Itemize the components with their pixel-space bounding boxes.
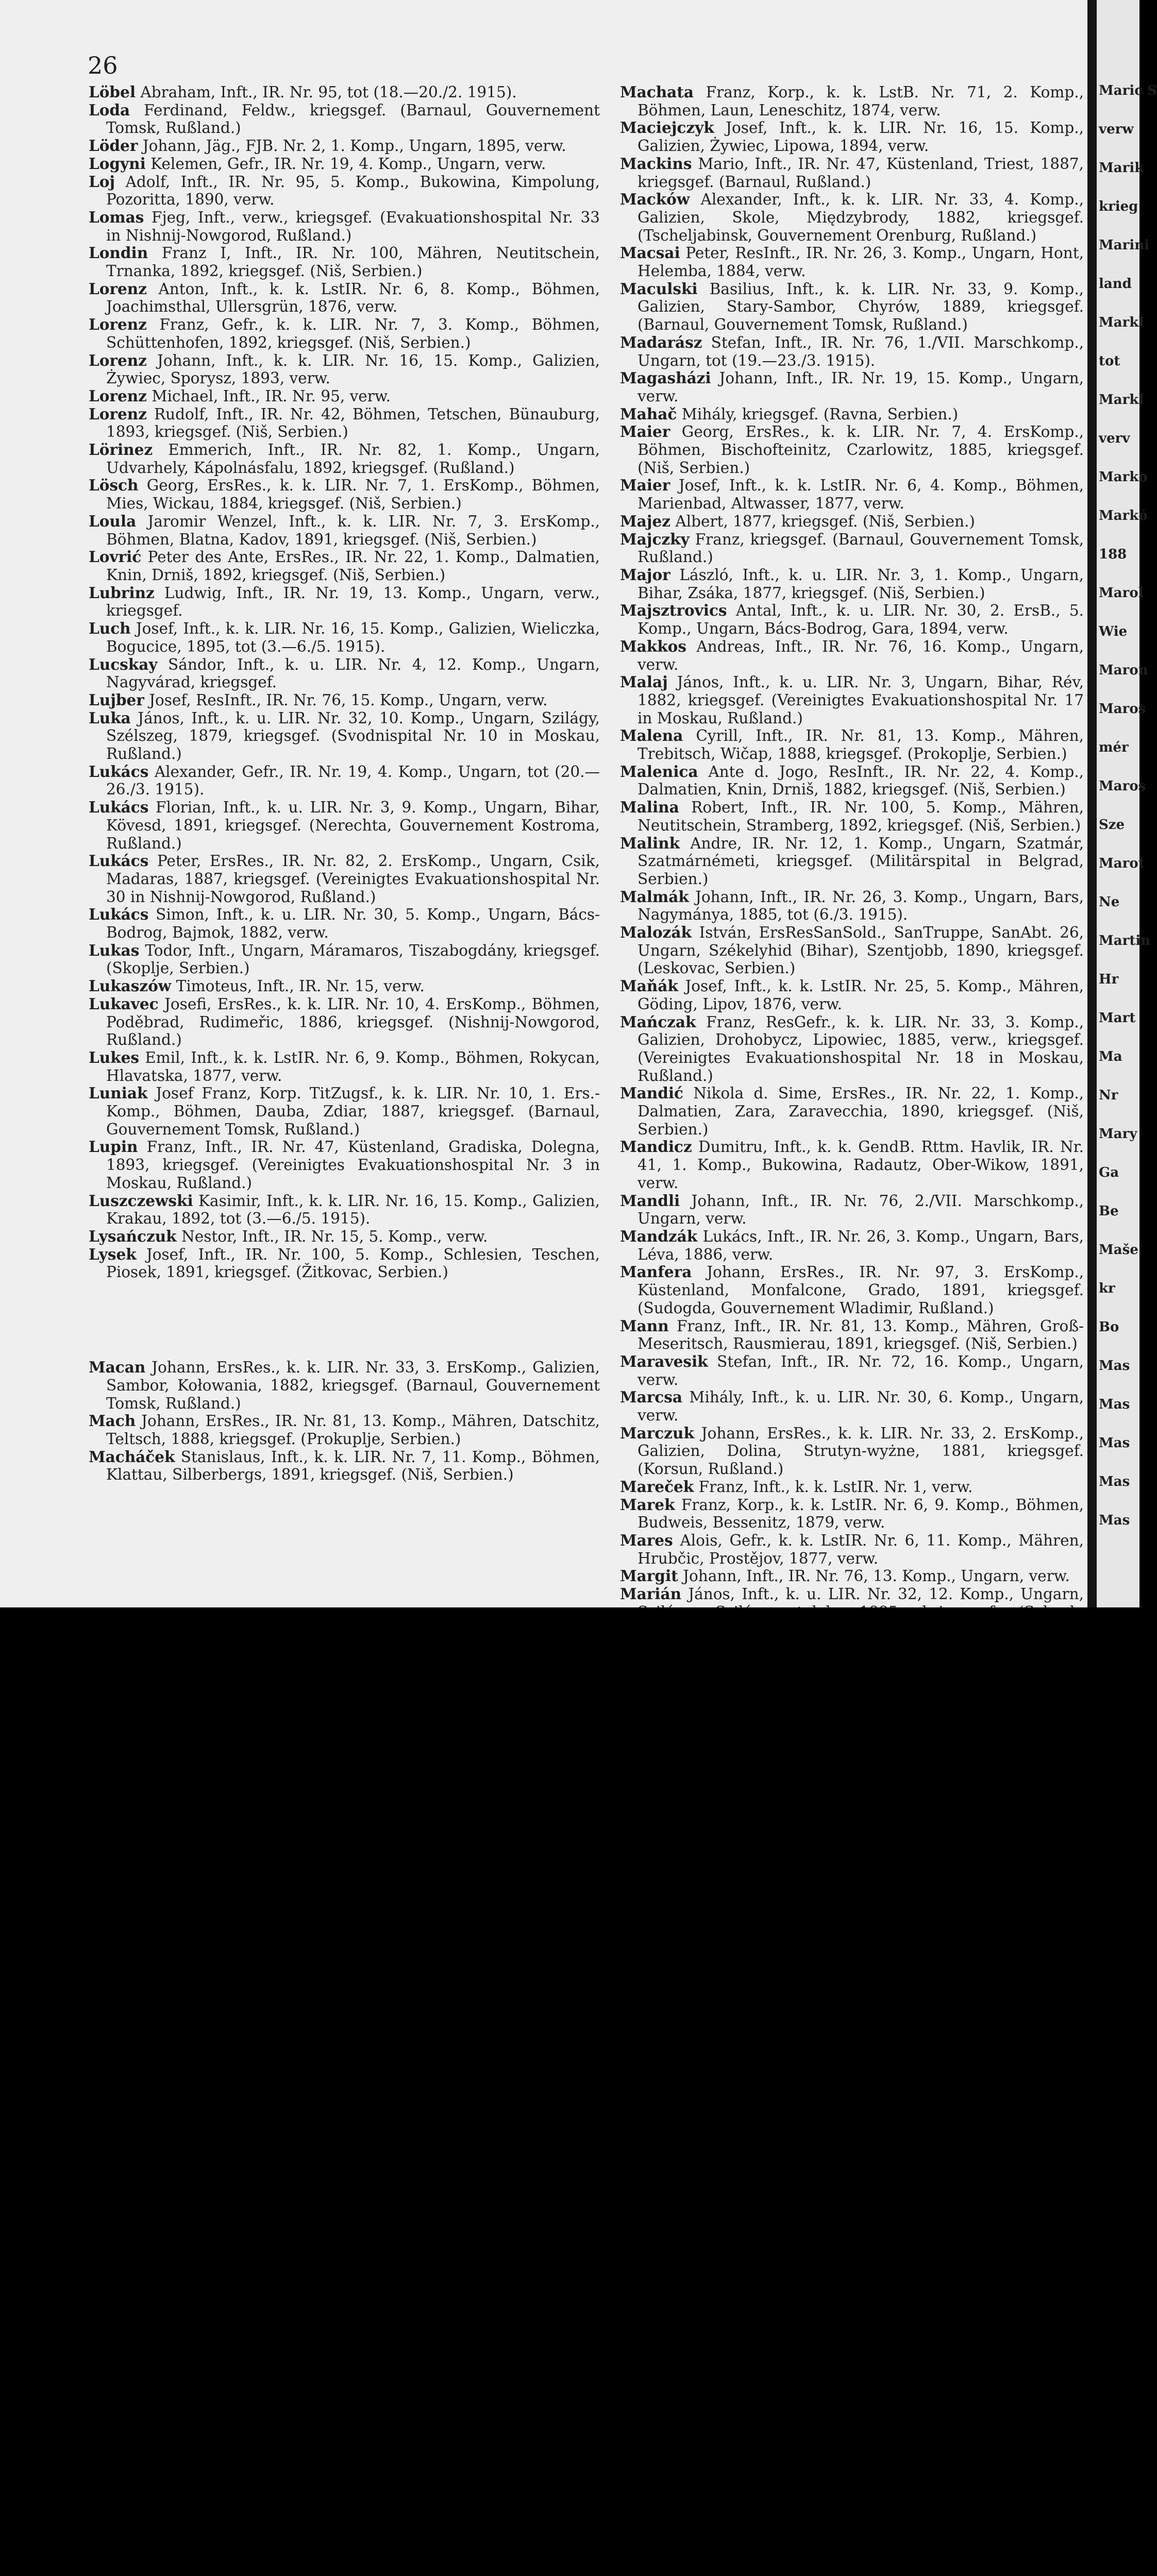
next-page-fragment: Mas [1099,1435,1130,1451]
list-item [620,244,1084,280]
entry-surname: Majczky [620,530,690,548]
entry-surname: Mandzák [620,1227,698,1245]
entry-surname: Lubrinz [89,583,155,602]
list-item [89,799,600,852]
next-page-fragment: krieg [1099,199,1138,214]
next-page-edge [1097,0,1157,1607]
entry-surname: Malaj [620,673,668,691]
next-page-fragment: Hr [1099,972,1119,987]
entry-surname: Majez [620,512,670,530]
entry-details: Georg, ErsRes., k. k. LIR. Nr. 7, 4. ErsKomp., Böhmen, Bischofteinitz, Czarlowitz, 1885, kriegsgef. (Niš, Serbien.) [638,423,1084,477]
list-item [620,1228,1084,1263]
entry-details: Jaromir Wenzel, Inft., k. k. LIR. Nr. 7, 3. ErsKomp., Böhmen, Blatna, Kadov, 1891, kriegsgef. (Niš, Serbien.) [106,512,600,548]
entry-surname: Marián [620,1585,682,1603]
entry-surname: Lösch [89,476,139,495]
entry-surname: Malozák [620,923,692,942]
list-item [620,888,1084,924]
list-item [620,531,1084,566]
entry-surname: Mareček [620,1477,694,1496]
entry-details: Johann, Inft., k. k. LIR. Nr. 16, 15. Komp., Galizien, Żywiec, Sporysz, 1893, verw. [106,351,600,387]
entry-details: Lukács, Inft., IR. Nr. 26, 3. Komp., Ungarn, Bars, Léva, 1886, verw. [638,1228,1084,1263]
entry-details: Kasimir, Inft., k. k. LIR. Nr. 16, 15. Komp., Galizien, Krakau, 1892, tot (3.—6./5. 1915). [106,1192,600,1228]
entry-details: Johann, ErsRes., IR. Nr. 81, 13. Komp., Mähren, Datschitz, Teltsch, 1888, kriegsgef. (Prokuplje, Serbien.) [106,1412,600,1448]
entry-surname: Lovrić [89,548,142,566]
next-page-fragment: mér [1099,740,1129,755]
list-item [89,352,600,387]
entry-details: Andre, IR. Nr. 12, 1. Komp., Ungarn, Szatmár, Szatmárnémeti, kriegsgef. (Militärspital in Belgrad, Serbien.) [638,834,1084,888]
next-page-fragment: Be [1099,1204,1119,1219]
list-item [89,101,600,137]
entry-surname: Macków [620,190,690,209]
list-item [620,566,1084,602]
list-item [89,137,600,155]
entry-surname: Lukács [89,905,149,924]
page-number: 26 [88,52,118,79]
list-item [620,835,1084,888]
left-column [89,83,600,1484]
list-item [89,1192,600,1228]
entry-surname: Maciejczyk [620,118,714,137]
entry-surname: Luch [89,619,131,638]
list-item [89,1359,600,1412]
list-item [89,1049,600,1084]
entry-details: Albert, 1877, kriegsgef. (Niš, Serbien.) [670,512,975,530]
list-item [620,280,1084,334]
entry-details: Franz, Korp., k. k. LstB. Nr. 71, 2. Komp., Böhmen, Laun, Leneschitz, 1874, verw. [638,83,1084,119]
entry-details: Simon, Inft., k. u. LIR. Nr. 30, 5. Komp., Ungarn, Bács-Bodrog, Bajmok, 1882, verw. [106,906,600,942]
next-page-fragment: Marko [1099,469,1148,485]
list-item [620,1496,1084,1532]
list-item [620,1192,1084,1228]
next-page-fragment: Mas [1099,1358,1130,1374]
list-item [620,1567,1084,1585]
entry-details: Mihály, kriegsgef. (Ravna, Serbien.) [677,405,959,423]
entry-details: Andreas, Inft., IR. Nr. 76, 16. Komp., Ungarn, verw. [638,637,1084,673]
list-item [620,369,1084,405]
entry-details: Nikola d. Sime, ErsRes., IR. Nr. 22, 1. Komp., Dalmatien, Zara, Zaravecchia, 1890, kriegsgef. (Niš, Serbien.) [638,1084,1084,1138]
entry-details: Mihály, Inft., k. u. LIR. Nr. 30, 6. Komp., Ungarn, verw. [638,1388,1084,1425]
list-item [620,1084,1084,1138]
entry-surname: Löder [89,137,138,155]
entry-surname: Maculski [620,279,698,298]
entry-surname: Machata [620,83,694,101]
entry-details: Josef, Inft., k. k. LstIR. Nr. 25, 5. Komp., Mähren, Göding, Lipov, 1876, verw. [638,977,1084,1013]
entry-surname: Malink [620,834,680,852]
entry-details: Josef, Inft., k. k. LstIR. Nr. 6, 4. Komp., Böhmen, Marienbad, Altwasser, 1877, verw. [638,477,1084,513]
list-item [89,1448,600,1484]
entry-surname: Macan [89,1358,146,1377]
entry-surname: Lörinez [89,440,153,459]
entry-details: Johann, Inft., IR. Nr. 19, 15. Komp., Ungarn, verw. [638,369,1084,405]
list-item [89,280,600,316]
next-page-fragment: Maros [1099,778,1146,794]
entry-details: Robert, Inft., IR. Nr. 100, 5. Komp., Mähren, Neutitschein, Stramberg, 1892, kriegsgef. (Niš, Serbien.) [638,799,1084,834]
next-page-fragment: Nr [1099,1088,1118,1103]
entry-details: Franz, Inft., IR. Nr. 47, Küstenland, Gradiska, Dolegna, 1893, kriegsgef. (Vereinigtes Evakuationshospital Nr. 3 in Moskau, Rußland.) [106,1138,600,1192]
entry-details: Stefan, Inft., IR. Nr. 76, 1./VII. Marschkomp., Ungarn, tot (19.—23./3. 1915). [638,333,1084,369]
entry-surname: Lukas [89,941,140,959]
entry-details: Timoteus, Inft., IR. Nr. 15, verw. [171,977,425,995]
entry-surname: Magasházi [620,369,711,387]
entry-surname: Marek [620,1495,675,1514]
entry-details: Stanislaus, Inft., k. k. LIR. Nr. 7, 11. Komp., Böhmen, Klattau, Silberbergs, 1891, kriegsgef. (Niš, Serbien.) [106,1448,600,1484]
entry-surname: Mackins [620,154,692,173]
entry-details: Franz, Korp., k. k. LstIR. Nr. 6, 9. Komp., Böhmen, Budweis, Bessenitz, 1879, verw. [638,1496,1084,1532]
entry-surname: Maňák [620,977,678,995]
next-page-fragment: Ne [1099,894,1120,910]
entry-surname: Marcsa [620,1388,682,1406]
list-item [89,1138,600,1192]
list-item [620,83,1084,119]
entry-details: Emil, Inft., k. k. LstIR. Nr. 6, 9. Komp., Böhmen, Rokycan, Hlavatska, 1877, verw. [106,1048,600,1084]
entry-surname: Lujber [89,690,144,709]
list-item [620,191,1084,244]
entry-surname: Manfera [620,1263,692,1281]
list-item [620,1013,1084,1085]
entry-details: Josef, ResInft., IR. Nr. 76, 15. Komp., Ungarn, verw. [144,691,548,709]
list-item [89,1412,600,1448]
list-item [620,1532,1084,1567]
list-item [89,83,600,101]
entry-details: István, ErsResSanSold., SanTruppe, SanAbt. 26, Ungarn, Székelyhid (Bihar), Szentjobb, 1890, kriegsgef. (Leskovac, Serbien.) [638,924,1084,977]
next-page-fragment: Markl [1099,392,1144,408]
list-item [89,548,600,584]
entry-details: Johann, ErsRes., IR. Nr. 97, 3. ErsKomp., Küstenland, Monfalcone, Grado, 1891, kriegsgef. (Sudogda, Gouvernement Wladimir, Rußland.) [638,1263,1084,1317]
list-item [89,477,600,512]
list-item [620,1353,1084,1388]
next-page-fragment: Ma [1099,1049,1122,1064]
list-item [620,1317,1084,1353]
page-gutter [1087,0,1097,1607]
entry-surname: Mandli [620,1191,680,1210]
entry-details: Florian, Inft., k. u. LIR. Nr. 3, 9. Komp., Ungarn, Bihar, Kövesd, 1891, kriegsgef. (Nerechta, Gouvernement Kostroma, Rußland.) [106,799,600,852]
list-item [89,405,600,441]
viewer-footer [0,1607,1139,1701]
list-item [620,405,1084,423]
entry-details: Antal, Inft., k. u. LIR. Nr. 30, 2. ErsB., 5. Komp., Ungarn, Bács-Bodrog, Gara, 1894, verw. [638,602,1084,638]
entry-surname: Mandicz [620,1138,692,1156]
next-page-fragment: Ga [1099,1165,1119,1180]
next-page-fragment: Mart [1099,1010,1136,1026]
next-page-fragment: tot [1099,353,1120,369]
list-item [89,942,600,977]
next-page-fragment: Marot [1099,856,1145,871]
entry-surname: Mach [89,1412,136,1430]
entry-surname: Logyni [89,154,146,173]
list-item [89,995,600,1049]
next-page-fragment: verv [1099,431,1130,446]
next-page-fragment: Martin [1099,933,1151,948]
list-item [620,119,1084,155]
entry-details: Michael, Inft., IR. Nr. 95, verw. [146,387,391,405]
list-item [620,799,1084,834]
next-page-fragment: Markl [1099,315,1144,330]
entry-details: Georg, ErsRes., k. k. LIR. Nr. 7, 1. ErsKomp., Böhmen, Mies, Wickau, 1884, kriegsgef. (Niš, Serbien.) [106,477,600,513]
list-item [620,1263,1084,1317]
entry-surname: Lysek [89,1245,137,1263]
entry-details: Peter des Ante, ErsRes., IR. Nr. 22, 1. Komp., Dalmatien, Knin, Drniš, 1892, kriegsgef. (Niš, Serbien.) [106,548,600,584]
entry-details: Johann, Inft., IR. Nr. 76, 2./VII. Marschkomp., Ungarn, verw. [638,1192,1084,1228]
right-column [620,83,1084,1639]
entry-surname: Lukavec [89,994,159,1013]
entry-details: Stefan, Inft., IR. Nr. 72, 16. Komp., Ungarn, verw. [638,1352,1084,1388]
entry-surname: Malina [620,798,679,817]
entry-surname: Lupin [89,1138,138,1156]
list-item [89,977,600,995]
entry-details: Cyrill, Inft., IR. Nr. 81, 13. Komp., Mähren, Trebitsch, Wičap, 1888, kriegsgef. (Prokoplje, Serbien.) [638,727,1084,763]
entry-details: Fjeg, Inft., verw., kriegsgef. (Evakuationshospital Nr. 33 in Nishnij-Nowgorod, Rußland.) [106,208,600,244]
list-item [620,1138,1084,1192]
entry-surname: Major [620,565,670,584]
entry-surname: Londin [89,244,148,262]
entry-details: Sándor, Inft., k. u. LIR. Nr. 4, 12. Komp., Ungarn, Nagyvárad, kriegsgef. [106,655,600,691]
entry-details: Josef Franz, Korp. TitZugsf., k. k. LIR. Nr. 10, 1. Ers.-Komp., Böhmen, Dauba, Zdiar, 1887, kriegsgef. (Barnaul, Gouvernement Tomsk, Rußland.) [106,1084,600,1138]
list-item [620,977,1084,1013]
list-item [89,709,600,763]
entry-surname: Maravesik [620,1352,708,1370]
next-page-fragment: Wie [1099,624,1128,639]
entry-surname: Mańczak [620,1012,696,1031]
entry-surname: Malmák [620,887,689,906]
list-item [89,209,600,244]
entry-details: Adolf, Inft., IR. Nr. 95, 5. Komp., Bukowina, Kimpolung, Pozoritta, 1890, verw. [106,173,600,209]
list-item [89,656,600,691]
next-page-fragment: kr [1099,1281,1115,1296]
entry-details: Franz, Gefr., k. k. LIR. Nr. 7, 3. Komp., Böhmen, Schüttenhofen, 1892, kriegsgef. (Niš, Serbien.) [106,316,600,351]
next-page-fragment: Marini [1099,238,1149,253]
list-item [89,441,600,477]
entry-details: Peter, ErsRes., IR. Nr. 82, 2. ErsKomp., Ungarn, Csik, Madaras, 1887, kriegsgef. (Vereinigtes Evakuationshospital Nr. 30 in Nishnij-Nowgorod, Rußland.) [106,852,600,906]
list-item [89,513,600,548]
list-item [89,691,600,709]
entry-details: Josef, Inft., k. k. LIR. Nr. 16, 15. Komp., Galizien, Wieliczka, Bogucice, 1895, tot (3.—6./5. 1915). [106,620,600,655]
entry-surname: Lucskay [89,655,158,673]
entry-surname: Lorenz [89,404,147,423]
next-page-fragment: Sze [1099,817,1125,833]
entry-surname: Majsztrovics [620,601,727,620]
entry-surname: Mares [620,1531,673,1549]
entry-details: Alexander, Gefr., IR. Nr. 19, 4. Komp., Ungarn, tot (20.—26./3. 1915). [106,762,600,799]
entry-details: Josef, Inft., k. k. LIR. Nr. 16, 15. Komp., Galizien, Żywiec, Lipowa, 1894, verw. [638,119,1084,155]
entry-surname: Macsai [620,244,680,262]
next-page-fragment: Mary [1099,1126,1137,1142]
next-page-fragment: Maron [1099,663,1148,678]
entry-details: Mario, Inft., IR. Nr. 47, Küstenland, Triest, 1887, kriegsgef. (Barnaul, Rußland.) [638,155,1084,191]
entry-surname: Lukes [89,1048,140,1066]
entry-details: Franz I, Inft., IR. Nr. 100, Mähren, Neutitschein, Trnanka, 1892, kriegsgef. (Niš, Serbien.) [106,244,600,280]
next-page-fragment: Maros [1099,701,1146,717]
entry-surname: Mahač [620,404,677,423]
entry-surname: Lysańczuk [89,1227,177,1245]
entry-surname: Luniak [89,1084,148,1103]
list-item [620,673,1084,727]
entry-surname: Mandić [620,1084,684,1103]
entry-details: Johann, ErsRes., k. k. LIR. Nr. 33, 3. ErsKomp., Galizien, Sambor, Kołowania, 1882, kriegsgef. (Barnaul, Gouvernement Tomsk, Rußland.) [106,1359,600,1412]
entry-details: Johann, ErsRes., k. k. LIR. Nr. 33, 2. ErsKomp., Galizien, Dolina, Strutyn-wyżne, 1881, kriegsgef. (Korsun, Rußland.) [638,1424,1084,1478]
list-item [620,1478,1084,1496]
next-page-fragment: 188 [1099,547,1127,562]
entry-details: Alois, Gefr., k. k. LstIR. Nr. 6, 11. Komp., Mähren, Hrubčic, Prostějov, 1877, verw. [638,1531,1084,1567]
entry-surname: Margit [620,1567,678,1585]
list-item [620,477,1084,512]
entry-surname: Lorenz [89,315,147,334]
entry-surname: Madarász [620,333,702,351]
entry-details: Josef, Inft., IR. Nr. 100, 5. Komp., Schlesien, Teschen, Piosek, 1891, kriegsgef. (Žitkovac, Serbien.) [106,1245,600,1281]
list-item [89,1246,600,1281]
list-item [620,1388,1084,1424]
entry-details: Peter, ResInft., IR. Nr. 26, 3. Komp., Ungarn, Hont, Helemba, 1884, verw. [638,244,1084,280]
next-page-fragment: Marik [1099,160,1144,176]
list-item [89,316,600,351]
list-item [89,763,600,799]
entry-surname: Lukács [89,852,149,870]
entry-details: Josefi, ErsRes., k. k. LIR. Nr. 10, 4. ErsKomp., Böhmen, Poděbrad, Rudimeřic, 1886, kriegsgef. (Nishnij-Nowgorod, Rußland.) [106,995,600,1049]
list-item [89,387,600,405]
entry-details: Alexander, Inft., k. k. LIR. Nr. 33, 4. Komp., Galizien, Skole, Międzybrody, 1882, kriegsgef. (Tscheljabinsk, Gouvernement Orenburg, Rußland.) [638,191,1084,244]
list-item [620,334,1084,369]
entry-details: Ante d. Jogo, ResInft., IR. Nr. 22, 4. Komp., Dalmatien, Knin, Drniš, 1882, kriegsgef. (Niš, Serbien.) [638,762,1084,799]
entry-details: Todor, Inft., Ungarn, Máramaros, Tiszabogdány, kriegsgef. (Skoplje, Serbien.) [106,941,600,977]
entry-surname: Maier [620,422,670,441]
entry-details: Johann, Inft., IR. Nr. 76, 13. Komp., Ungarn, verw. [678,1567,1070,1585]
list-item [89,155,600,173]
list-item [89,852,600,906]
entry-details: János, Inft., k. u. LIR. Nr. 32, 12. Komp., Ungarn, [688,1585,1084,1603]
entry-surname: Lorenz [89,386,147,405]
entry-details: László, Inft., k. u. LIR. Nr. 3, 1. Komp., Ungarn, Bihar, Zsáka, 1877, kriegsgef. (Niš, Serbien.) [638,566,1084,602]
entry-details: János, Inft., k. u. LIR. Nr. 32, 10. Komp., Ungarn, Szilágy, Szélszeg, 1879, kriegsgef. (Svodnispital Nr. 10 in Moskau, Rußland.) [106,709,600,763]
next-page-fragment: Markó [1099,508,1148,523]
list-item [620,924,1084,977]
list-item [620,155,1084,191]
entry-surname: Loda [89,100,130,119]
next-page-fragment: Mas [1099,1397,1130,1412]
entry-surname: Marczuk [620,1423,694,1442]
entry-surname: Malenica [620,762,698,781]
entry-surname: Lorenz [89,279,147,298]
next-page-fragment: Mas [1099,1513,1130,1528]
entry-details: Ludwig, Inft., IR. Nr. 19, 13. Komp., Ungarn, verw., kriegsgef. [106,584,600,620]
entry-details: Anton, Inft., k. k. LstIR. Nr. 6, 8. Komp., Böhmen, Joachimsthal, Ullersgrün, 1876, verw. [106,280,600,316]
next-page-fragment: verw [1099,122,1134,137]
entry-surname: Lukács [89,798,149,817]
list-item [89,906,600,941]
list-item [620,1425,1084,1478]
entry-surname: Lukaszów [89,977,172,995]
entry-surname: Löbel [89,83,136,101]
next-page-fragment: land [1099,276,1132,292]
list-item [620,727,1084,762]
entry-details: Kelemen, Gefr., IR. Nr. 19, 4. Komp., Ungarn, verw. [145,155,546,173]
entry-details: Johann, Inft., IR. Nr. 26, 3. Komp., Ungarn, Bars, Nagymánya, 1885, tot (6./3. 1915). [638,888,1084,924]
entry-surname: Maier [620,476,670,495]
entry-surname: Luka [89,708,131,727]
entry-details: Dumitru, Inft., k. k. GendB. Rttm. Havlik, IR. Nr. 41, 1. Komp., Bukowina, Radautz, Ober-Wikow, 1891, verw. [638,1138,1084,1192]
entry-surname: Makkos [620,637,686,655]
next-page-fragment: Maric S [1099,83,1157,98]
entry-details: Franz, kriegsgef. (Barnaul, Gouvernement Tomsk, Rußland.) [638,530,1084,566]
entry-details: Abraham, Inft., IR. Nr. 95, tot (18.—20./2. 1915). [136,83,517,101]
entry-surname: Luszczewski [89,1191,193,1210]
next-page-fragment: Bo [1099,1319,1119,1335]
entry-details: Emmerich, Inft., IR. Nr. 82, 1. Komp., Ungarn, Udvarhely, Kápolnásfalu, 1892, kriegsgef. (Rußland.) [106,441,600,477]
entry-details: Franz, ResGefr., k. k. LIR. Nr. 33, 3. Komp., Galizien, Drohobycz, Lipowiec, 1885, verw., kriegsgef. (Vereinigtes Evakuationshospital Nr. 18 in Moskau, Rußland.) [638,1013,1084,1084]
list-item [89,620,600,655]
next-page-fragment: Maše [1099,1242,1138,1258]
list-item [89,173,600,209]
entry-details: Basilius, Inft., k. k. LIR. Nr. 33, 9. Komp., Galizien, Stary-Sambor, Chyrów, 1889, kriegsgef. (Barnaul, Gouvernement Tomsk, Rußland.) [638,280,1084,334]
entry-surname: Malena [620,726,683,745]
entry-surname: Lukács [89,762,149,781]
list-item [620,602,1084,637]
entry-details: Rudolf, Inft., IR. Nr. 42, Böhmen, Tetschen, Bünauburg, 1893, kriegsgef. (Niš, Serbien.) [106,405,600,441]
list-item [620,763,1084,799]
entry-details: Ferdinand, Feldw., kriegsgef. (Barnaul, Gouvernement Tomsk, Rußland.) [106,101,600,137]
entry-surname: Loj [89,172,115,191]
list-item [620,513,1084,531]
list-item [89,244,600,280]
section-gap [89,1281,600,1359]
next-page-fragment: Marol [1099,585,1144,601]
list-item [620,638,1084,673]
entry-details: Franz, Inft., IR. Nr. 81, 13. Komp., Mähren, Groß-Meseritsch, Rausmierau, 1891, kriegsgef. (Niš, Serbien.) [638,1317,1084,1353]
list-item [89,1084,600,1138]
entry-details: Johann, Jäg., FJB. Nr. 2, 1. Komp., Ungarn, 1895, verw. [138,137,566,155]
entry-details: János, Inft., k. u. LIR. Nr. 3, Ungarn, Bihar, Rév, 1882, kriegsgef. (Vereinigtes Evakuationshospital Nr. 17 in Moskau, Rußland.) [638,673,1084,727]
list-item [89,1228,600,1246]
next-page-fragment: Mas [1099,1474,1130,1489]
entry-surname: Mann [620,1316,669,1335]
entry-surname: Macháček [89,1447,175,1466]
list-item [620,423,1084,477]
entry-details: Franz, Inft., k. k. LstIR. Nr. 1, verw. [694,1478,973,1496]
entry-surname: Lomas [89,208,144,226]
list-item [89,584,600,620]
entry-surname: Loula [89,512,137,530]
entry-surname: Lorenz [89,351,147,369]
entry-details: Nestor, Inft., IR. Nr. 15, 5. Komp., verw. [176,1228,488,1245]
